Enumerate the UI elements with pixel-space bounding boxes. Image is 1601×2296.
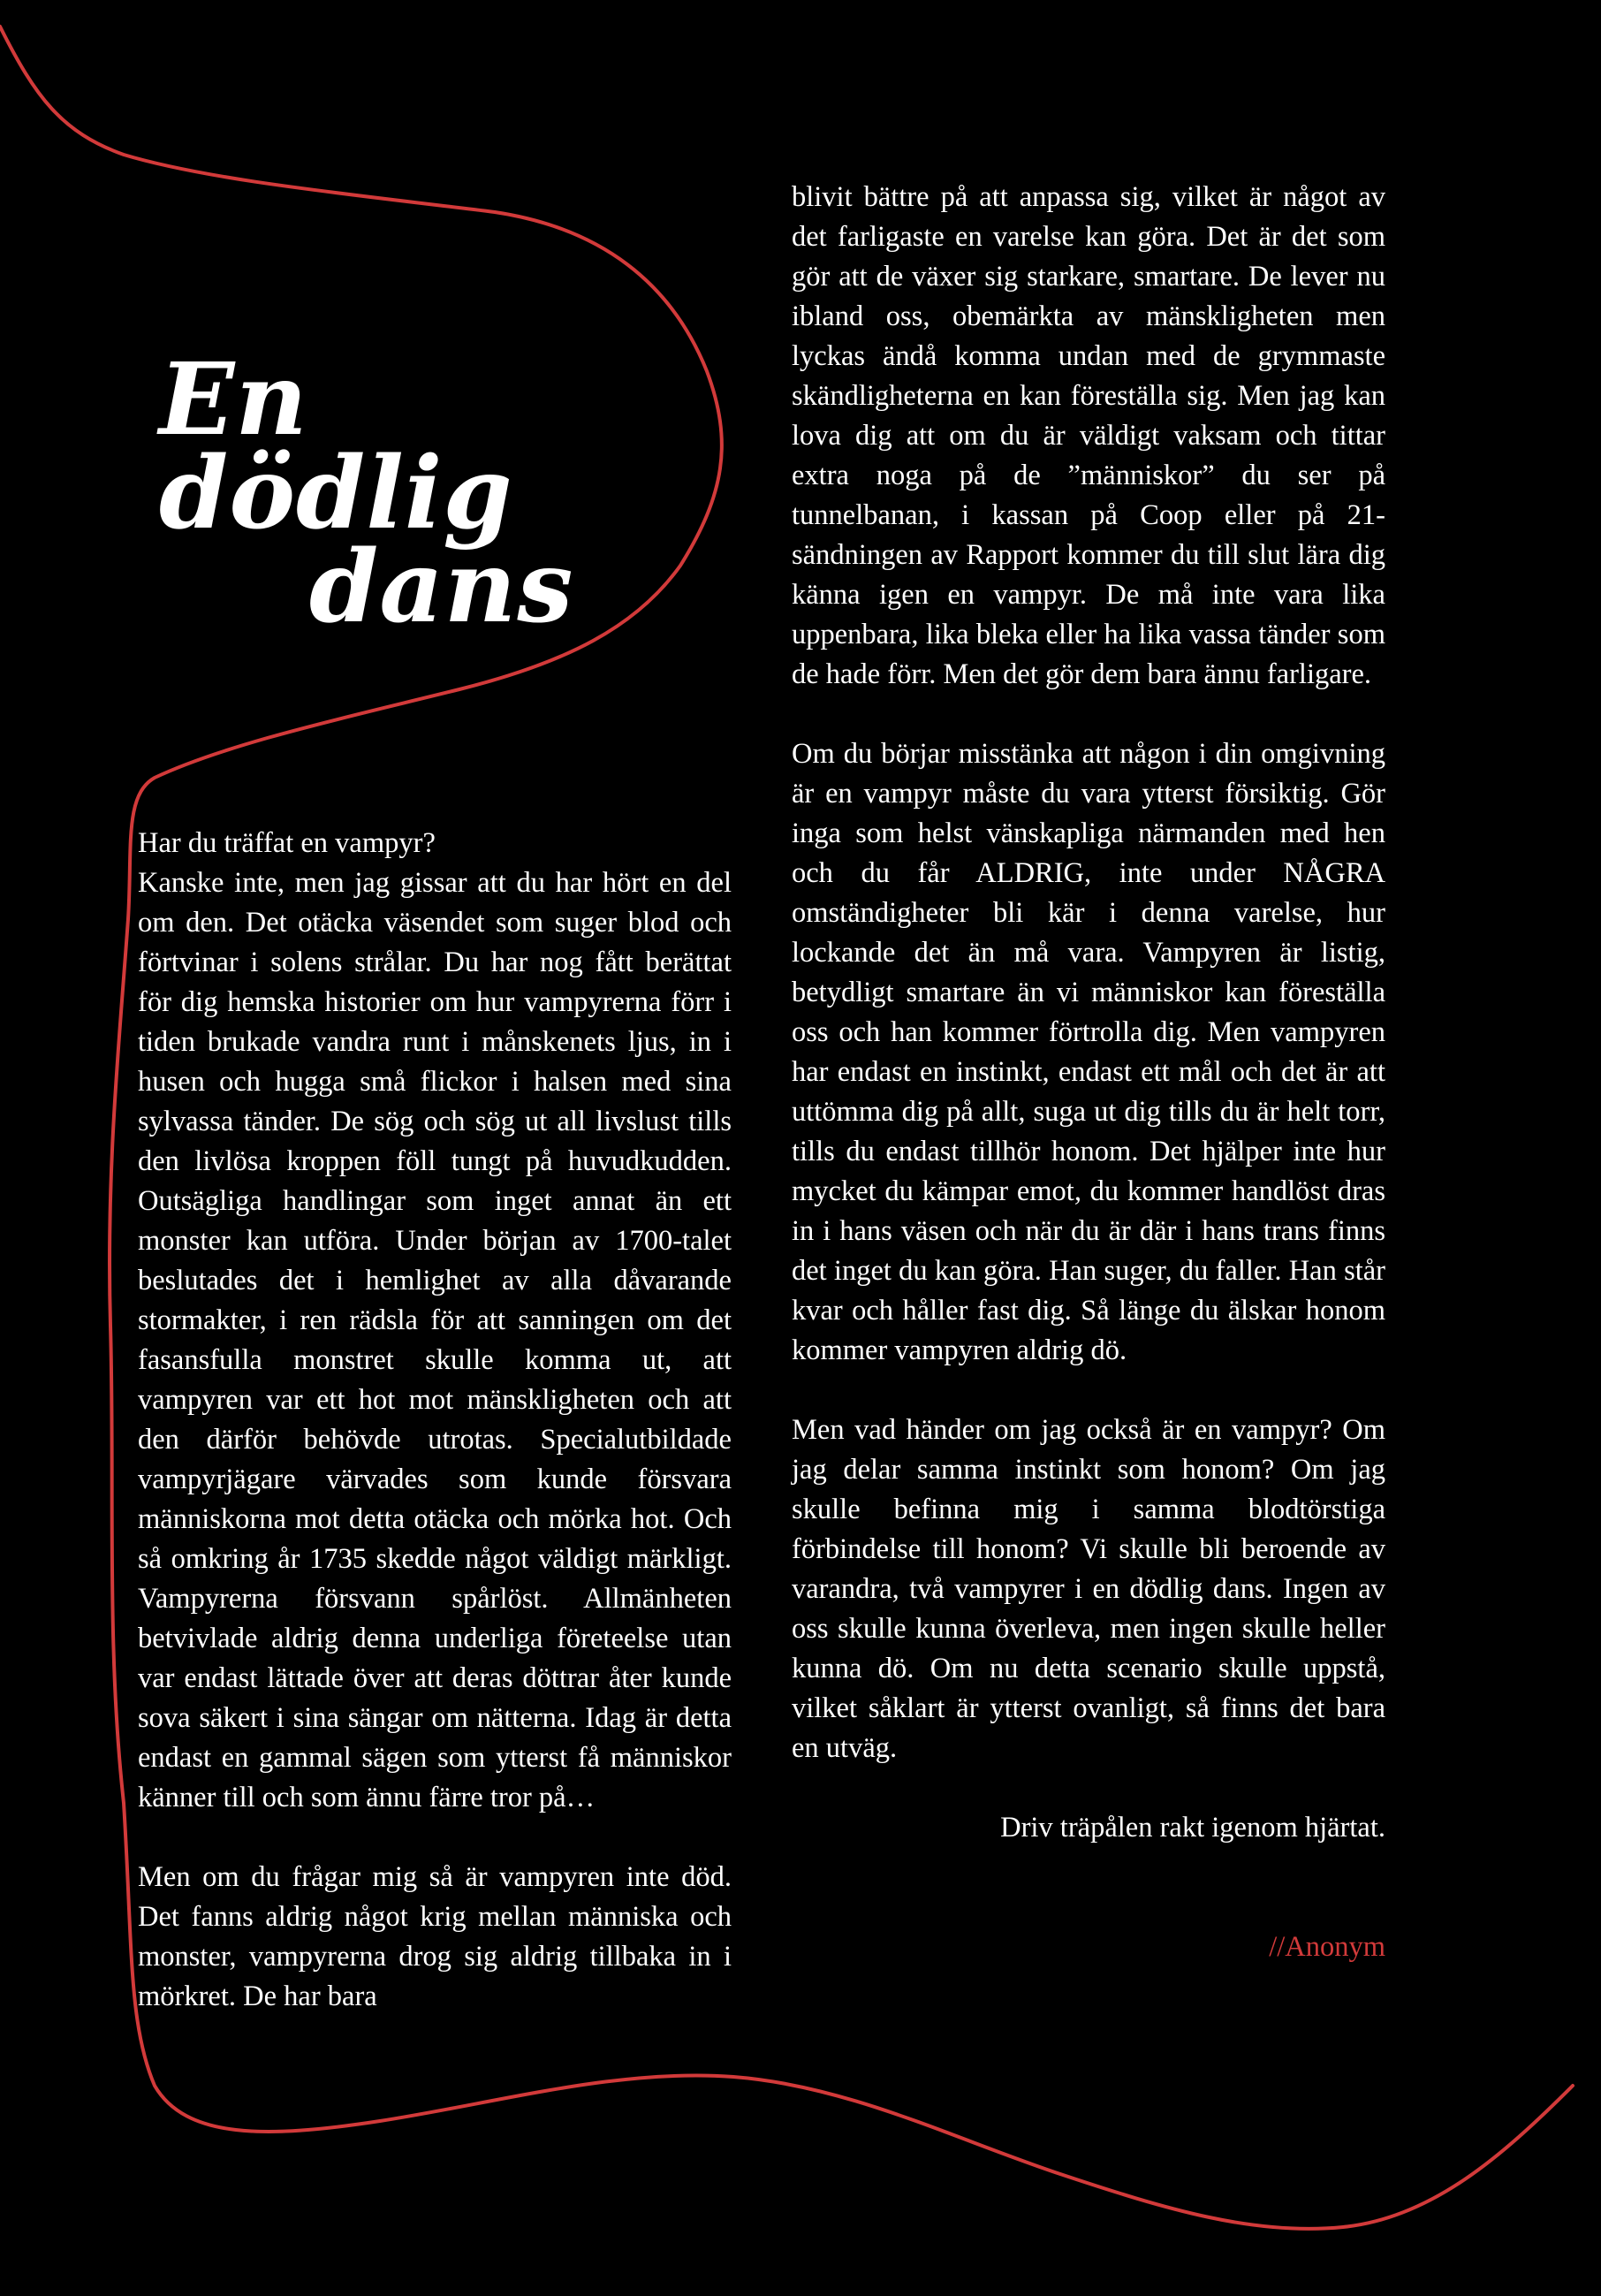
- title-line-1: En dödlig: [159, 342, 513, 551]
- right-text-column: [792, 178, 1385, 1967]
- left-paragraph-3: Men om du frågar mig så är vampyren inte död. Det fanns aldrig något krig mellan människa och monster, vampyrerna drog sig aldrig tillbaka in i mörkret. De har bara: [138, 1861, 732, 2012]
- left-paragraph-2: Kanske inte, men jag gissar att du har hört en del om den. Det otäcka väsendet som suger blod och förtvinar i solens strålar. Du har nog fått berättat för dig hemska historier om hur vampyrerna förr i tiden brukade vandra runt i månskenets ljus, in i husen och hugga små flickor i halsen med sina sylvassa tänder. De sög och sög ut all livslust tills den livlösa kroppen föll tungt på huvudkudden. Outsägliga handlingar som inget annat än ett monster kan utföra. Under början av 1700-talet beslutades det i hemlighet av alla dåvarande stormakter, i ren rädsla för att sanningen om det fasansfulla monstret skulle komma ut, att vampyren var ett hot mot mänskligheten och att den därför behövde utrotas. Specialutbildade vampyrjägare värvades som kunde försvara människorna mot detta otäcka och mörka hot. Och så omkring år 1735 skedde något väldigt märkligt. Vampyrerna försvann spårlöst. Allmänheten betvivlade aldrig denna underliga företeelse utan var endast lättade över att deras döttrar åter kunde sova säkert i sina sängar om nätterna. Idag är detta endast en gammal sägen som ytterst få människor känner till och som ännu färre tror på…: [138, 867, 732, 1813]
- right-paragraph-4: Driv träpålen rakt igenom hjärtat.: [1000, 1812, 1385, 1844]
- page-title: [159, 342, 654, 645]
- left-paragraph-1: Har du träffat en vampyr?: [138, 827, 436, 859]
- right-paragraph-3: Men vad händer om jag också är en vampyr? Om jag delar samma instinkt som honom? Om jag skulle befinna mig i samma blodtörstiga förbindelse till honom? Vi skulle bli beroende av varandra, två vampyrer i en dödlig dans. Ingen av oss skulle kunna överleva, men ingen skulle heller kunna dö. Om nu detta scenario skulle uppstå, vilket såklart är ytterst ovanligt, så finns det bara en utväg.: [792, 1414, 1385, 1764]
- right-paragraph-1: blivit bättre på att anpassa sig, vilket är något av det farligaste en varelse kan göra. Det är det som gör att de växer sig starkare, smartare. De lever nu ibland oss, obemärkta av mänskligheten men lyckas ändå komma undan med de grymmaste skändligheterna en kan föreställa sig. Men jag kan lova dig att om du är väldigt vaksam och tittar extra noga på de ”människor” du ser på tunnelbanan, i kassan på Coop eller på 21-sändningen av Rapport kommer du till slut lära dig känna igen en vampyr. De må inte vara lika uppenbara, lika bleka eller ha lika vassa tänder som de hade förr. Men det gör dem bara ännu farligare.: [792, 181, 1385, 690]
- author-signature: //Anonym: [1269, 1931, 1385, 1963]
- title-line-2: dans: [309, 529, 574, 645]
- right-paragraph-2: Om du börjar misstänka att någon i din omgivning är en vampyr måste du vara ytterst försiktig. Gör inga som helst vänskapliga närmanden med hen och du får ALDRIG, inte under NÅGRA omständigheter bli kär i denna varelse, hur lockande det än må vara. Vampyren är listig, betydligt smartare än vi människor kan föreställa oss och han kommer förtrolla dig. Men vampyren har endast en instinkt, endast ett mål och det är att uttömma dig på allt, suga ut dig tills du är helt torr, tills du endast tillhör honom. Det hjälper inte hur mycket du kämpar emot, du kommer handlöst dras in i hans väsen och när du är där i hans trans finns det inget du kan göra. Han suger, du faller. Han står kvar och håller fast dig. Så länge du älskar honom kommer vampyren aldrig dö.: [792, 738, 1385, 1366]
- left-text-column: [138, 824, 732, 2017]
